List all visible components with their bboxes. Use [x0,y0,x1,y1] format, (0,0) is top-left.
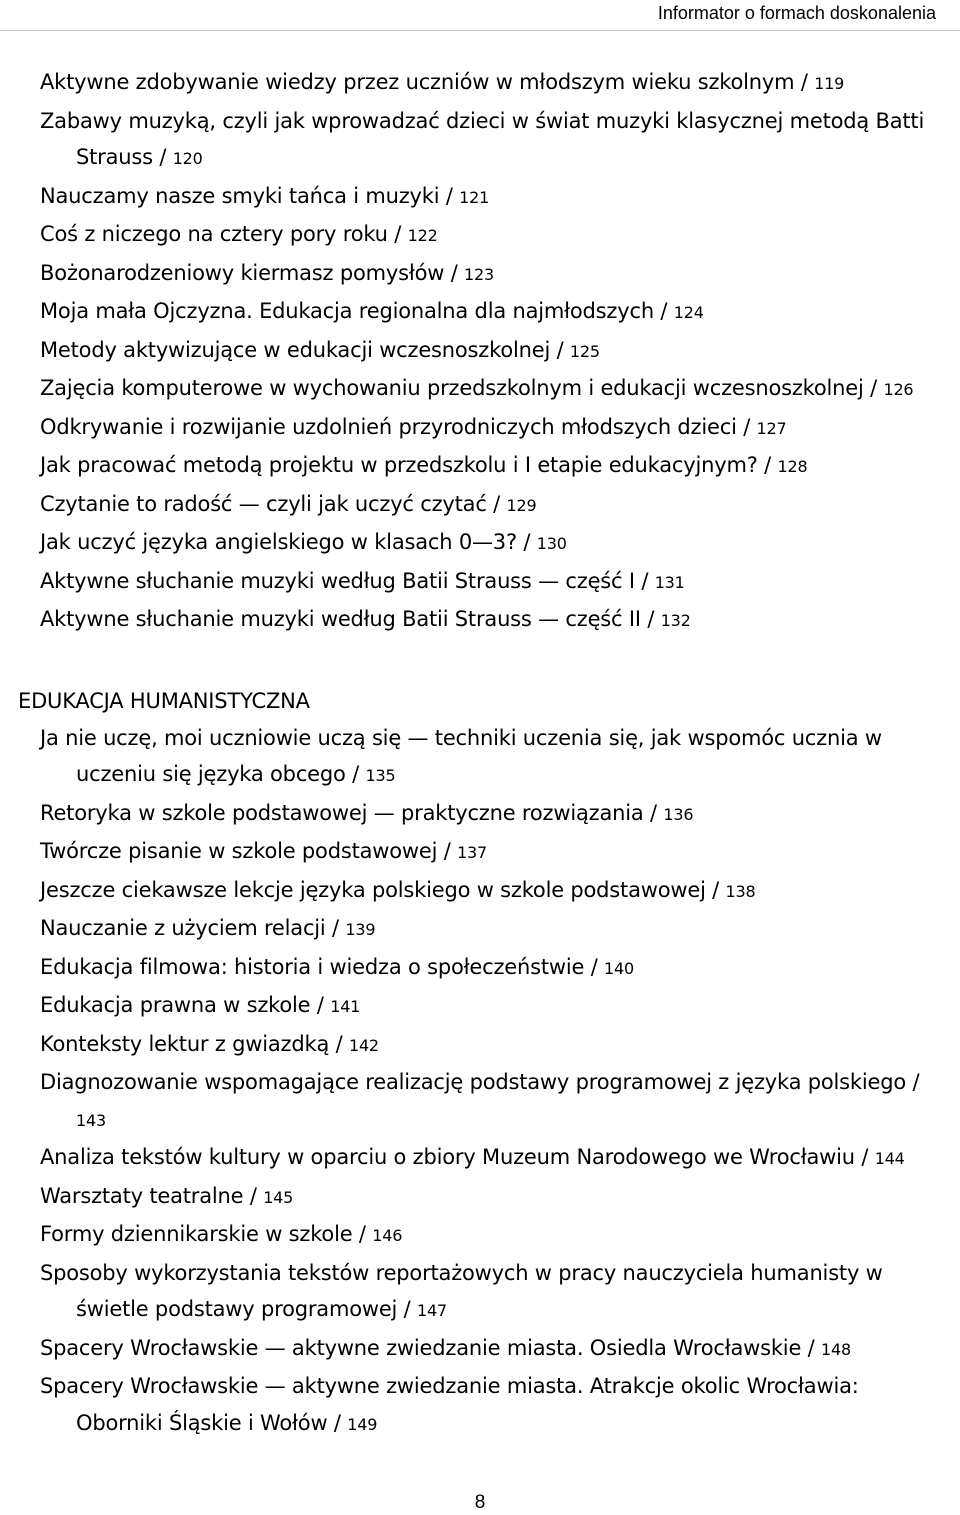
toc-entry-page: 148 [821,1339,851,1359]
toc-entry-separator: / [486,491,507,516]
toc-entry [40,872,940,911]
toc-entry-separator: / [705,877,726,902]
toc-entry-separator: / [863,376,884,400]
toc-entry [40,1139,940,1178]
toc-entry-separator: / [397,1297,418,1321]
toc-entries [0,64,940,640]
toc-entry-title: Czytanie to radość — czyli jak uczyć czytać [40,491,487,516]
toc-entry [40,255,940,294]
toc-entry-title: Jak pracować metodą projektu w przedszkolu i I etapie edukacyjnym? [40,453,758,477]
toc-entry-title: Zabawy muzyką, czyli jak wprowadzać dzieci w świat muzyki klasycznej metodą Batti Strauss [40,108,925,169]
toc-entry [40,563,940,602]
toc-entry-title: Metody aktywizujące w edukacji wczesnoszkolnej [40,337,551,362]
toc-entry [40,720,940,795]
toc-entry-page: 128 [777,457,808,476]
toc-entry-page: 135 [365,766,396,785]
toc-entry-page: 130 [536,534,567,553]
toc-entry-separator: / [310,993,331,1017]
toc-entry-page: 131 [654,572,685,592]
toc-entry [40,332,940,371]
toc-entry-separator: / [325,916,346,940]
toc-entry-title: Edukacja filmowa: historia i wiedza o społeczeństwie [40,954,585,979]
toc-group-early-education [0,64,940,640]
toc-entry-page: 120 [172,149,203,168]
toc-entry [40,1368,940,1443]
toc-group-humanities [0,683,940,1443]
running-header: Informator o formach doskonalenia [657,3,936,23]
toc-entry-page: 129 [506,495,537,515]
toc-entry [40,64,940,103]
toc-entry-page: 140 [604,958,634,978]
toc-entry-separator: / [801,1335,821,1360]
toc-entry-page: 119 [814,74,845,93]
toc-entry-separator: / [584,954,605,979]
toc-entry-title: Twórcze pisanie w szkole podstawowej [40,839,438,863]
toc-entry-page: 144 [874,1149,905,1168]
toc-entry-title: Odkrywanie i rozwijanie uzdolnień przyrodniczych młodszych dzieci [40,414,737,439]
toc-entry [40,987,940,1026]
toc-entry-title: Formy dziennikarskie w szkole [40,1222,353,1246]
toc-entry-page: 137 [457,843,488,862]
toc-entry [40,178,940,217]
toc-entry-separator: / [550,337,570,362]
toc-entry-separator: / [387,222,408,246]
toc-entry-page: 132 [660,611,691,630]
toc-entry-separator: / [906,1070,920,1094]
toc-entry-separator: / [437,839,458,863]
toc-entry-separator: / [444,260,465,285]
toc-entry-separator: / [854,1145,875,1169]
toc-entry-page: 127 [756,418,787,438]
toc-entry-title: Jak uczyć języka angielskiego w klasach 0—3? [40,530,517,554]
toc-entry-title: Spacery Wrocławskie — aktywne zwiedzanie miasta. Atrakcje okolic Wrocławia: Oborniki Śląskie i Wołów [40,1374,859,1435]
toc-entry [40,795,940,834]
toc-entry [40,524,940,563]
toc-entry-title: Moja mała Ojczyzna. Edukacja regionalna dla najmłodszych [40,299,654,323]
toc-entry [40,293,940,332]
toc-entry-title: Edukacja prawna w szkole [40,993,311,1017]
toc-entry-page: 146 [372,1226,403,1245]
toc-entry-separator: / [439,183,460,208]
toc-entry-title: Konteksty lektur z gwiazdką [40,1031,330,1056]
toc-entry-separator: / [352,1222,373,1246]
toc-entry-page: 143 [76,1110,106,1130]
toc-entry [40,1330,940,1369]
toc-entry [40,486,940,525]
toc-entry-title: Diagnozowanie wspomagające realizację podstawy programowej z języka polskiego [40,1070,906,1094]
toc-entry-title: Aktywne słuchanie muzyki według Batii Strauss — część I [40,568,635,593]
toc-entry-page: 142 [348,1035,379,1055]
toc-entry [40,447,940,486]
toc-entry [40,601,940,640]
toc-entry-page: 149 [347,1414,378,1434]
toc-entry-page: 126 [883,380,914,399]
toc-entry [40,370,940,409]
toc-entry-title: Retoryka w szkole podstawowej — praktyczne rozwiązania [40,800,644,825]
toc-entry [40,949,940,988]
toc-entry-page: 121 [459,187,490,207]
toc-entry-separator: / [327,1410,348,1435]
toc-entry-title: Coś z niczego na cztery pory roku [40,222,388,246]
toc-entry-title: Aktywne słuchanie muzyki według Batii Strauss — część II [40,607,641,631]
toc-entry-title: Aktywne zdobywanie wiedzy przez uczniów w młodszym wieku szkolnym [40,70,795,94]
toc-entry-separator: / [516,530,537,554]
toc-entry-separator: / [736,414,757,439]
toc-entry [40,910,940,949]
toc-entry-separator: / [152,145,173,169]
toc-entry-title: Spacery Wrocławskie — aktywne zwiedzanie miasta. Osiedla Wrocławskie [40,1335,802,1360]
toc-entry-separator: / [643,800,664,825]
toc-entry-page: 139 [345,920,376,939]
toc-entry-separator: / [794,70,815,94]
toc-entry-page: 125 [569,341,600,361]
toc-entry-title: Warsztaty teatralne [40,1183,244,1208]
toc-entry-separator: / [640,607,661,631]
toc-entry [40,1216,940,1255]
toc-entry [40,833,940,872]
toc-entry-separator: / [345,762,366,786]
toc-entry-page: 147 [417,1301,447,1320]
toc-entry [40,409,940,448]
header-rule [0,30,960,31]
toc-entry [40,103,940,178]
toc-entry-page: 124 [673,303,704,322]
toc-entry-separator: / [757,453,778,477]
toc-entry [40,1178,940,1217]
toc-entry-page: 141 [330,997,361,1016]
toc-entry-separator: / [653,299,674,323]
toc-entry-title: Sposoby wykorzystania tekstów reportażowych w pracy nauczyciela humanisty w świetle podstawy programowej [40,1260,883,1321]
toc-entry-title: Nauczamy nasze smyki tańca i muzyki [40,183,440,208]
toc-entry-page: 138 [725,881,756,901]
toc-entry [40,1255,940,1330]
toc-entry-title: Analiza tekstów kultury w oparciu o zbiory Muzeum Narodowego we Wrocławiu [40,1145,855,1169]
toc-entry-page: 123 [464,264,494,284]
toc-entry-page: 145 [263,1187,294,1207]
toc-entry-separator: / [329,1031,349,1056]
toc-entries [0,720,940,1444]
toc-entry-page: 122 [407,226,438,245]
toc-entry-title: Zajęcia komputerowe w wychowaniu przedszkolnym i edukacji wczesnoszkolnej [40,376,864,400]
page-number: 8 [474,1492,486,1513]
toc-entry-page: 136 [663,804,694,824]
toc-entry-separator: / [634,568,655,593]
toc-entry-title: Ja nie uczę, moi uczniowie uczą się — techniki uczenia się, jak wspomóc ucznia w uczeniu się języka obcego [40,725,882,786]
toc-entry-title: Jeszcze ciekawsze lekcje języka polskiego w szkole podstawowej [40,877,706,902]
toc-entry-title: Bożonarodzeniowy kiermasz pomysłów [40,260,445,285]
toc-entry [40,1064,940,1139]
section-title: EDUKACJA HUMANISTYCZNA [18,689,310,713]
toc-entry [40,1026,940,1065]
toc-entry [40,216,940,255]
toc-entry-separator: / [243,1183,264,1208]
toc-entry-title: Nauczanie z użyciem relacji [40,916,326,940]
